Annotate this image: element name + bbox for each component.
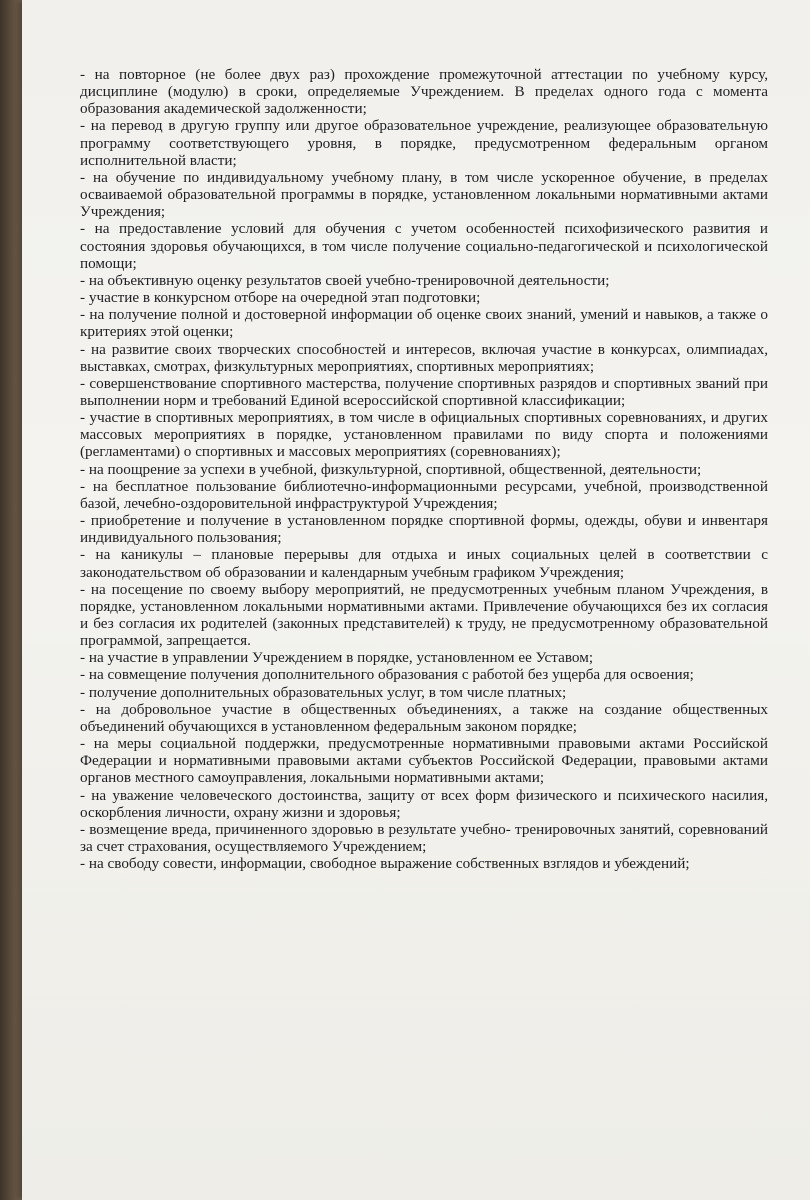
paragraph-03: - на обучение по индивидуальному учебному плану, в том числе ускоренное обучение, в пределах осваиваемой образовательной программы в порядке, установленном локальными нормативными актами Учреждения; [80, 168, 768, 221]
paragraph-15: - на посещение по своему выбору мероприятий, не предусмотренных учебным планом Учреждения, в порядке, установленном локальными нормативными актами. Привлечение обучающихся без их согласия и без согласия их родителей (законных представителей) к труду, не предусмотренному образовательной программой, запрещается. [80, 580, 768, 650]
paragraph-07: - на получение полной и достоверной информации об оценке своих знаний, умений и навыков, а также о критериях этой оценки; [80, 306, 768, 341]
paragraph-12: - на бесплатное пользование библиотечно-информационными ресурсами, учебной, производственной базой, лечебно-оздоровительной инфраструктурой Учреждения; [80, 477, 768, 512]
paragraph-16: - на участие в управлении Учреждением в порядке, установленном ее Уставом; [80, 649, 594, 667]
paragraph-23: - на свободу совести, информации, свободное выражение собственных взглядов и убеждений; [80, 855, 690, 873]
paragraph-18: - получение дополнительных образовательных услуг, в том числе платных; [80, 683, 567, 701]
paragraph-13: - приобретение и получение в установленном порядке спортивной формы, одежды, обуви и инвентаря индивидуального пользования; [80, 512, 768, 547]
paragraph-22: - возмещение вреда, причиненного здоровью в результате учебно- тренировочных занятий, соревнований за счет страхования, осуществляемого Учреждением; [80, 820, 768, 856]
paragraph-14: - на каникулы – плановые перерывы для отдыха и иных социальных целей в соответствии с законодательством об образовании и календарным учебным графиком Учреждения; [80, 546, 768, 581]
document-page [22, 0, 810, 1200]
document-body [80, 66, 768, 872]
paragraph-06: - участие в конкурсном отборе на очередной этап подготовки; [80, 289, 481, 307]
paragraph-20: - на меры социальной поддержки, предусмотренные нормативными правовыми актами Российской Федерации и нормативными правовыми актами субъектов Российской Федерации, правовыми актами органов местного самоуправления, локальными нормативными актами; [80, 735, 768, 787]
paragraph-09: - совершенствование спортивного мастерства, получение спортивных разрядов и спортивных званий при выполнении норм и требований Единой всероссийской спортивной классификации; [80, 374, 768, 409]
paragraph-19: - на добровольное участие в общественных объединениях, а также на создание общественных объединений обучающихся в установленном федеральным законом порядке; [80, 700, 768, 735]
paragraph-01: - на повторное (не более двух раз) прохождение промежуточной аттестации по учебному курсу, дисциплине (модулю) в сроки, определяемые Учреждением. В пределах одного года с момента образования академической задолженности; [80, 66, 768, 118]
paragraph-04: - на предоставление условий для обучения с учетом особенностей психофизического развития и состояния здоровья обучающихся, в том числе получение социально-педагогической и психологической помощи; [80, 220, 768, 272]
paragraph-02: - на перевод в другую группу или другое образовательное учреждение, реализующее образовательную программу соответствующего уровня, в порядке, предусмотренном федеральным органом исполнительной власти; [80, 117, 768, 169]
paragraph-08: - на развитие своих творческих способностей и интересов, включая участие в конкурсах, олимпиадах, выставках, смотрах, физкультурных мероприятиях, спортивных мероприятиях; [80, 340, 768, 375]
paragraph-10: - участие в спортивных мероприятиях, в том числе в официальных спортивных соревнованиях, и других массовых мероприятиях в порядке, установленном правилами по виду спорта и положениями (регламентами) о спортивных и массовых мероприятиях (соревнованиях); [80, 409, 768, 461]
paragraph-17: - на совмещение получения дополнительного образования с работой без ущерба для освоения; [80, 666, 694, 684]
paragraph-11: - на поощрение за успехи в учебной, физкультурной, спортивной, общественной, деятельности; [80, 460, 702, 478]
paragraph-21: - на уважение человеческого достоинства, защиту от всех форм физического и психического насилия, оскорбления личности, охрану жизни и здоровья; [80, 786, 768, 821]
paragraph-05: - на объективную оценку результатов своей учебно-тренировочной деятельности; [80, 271, 610, 289]
